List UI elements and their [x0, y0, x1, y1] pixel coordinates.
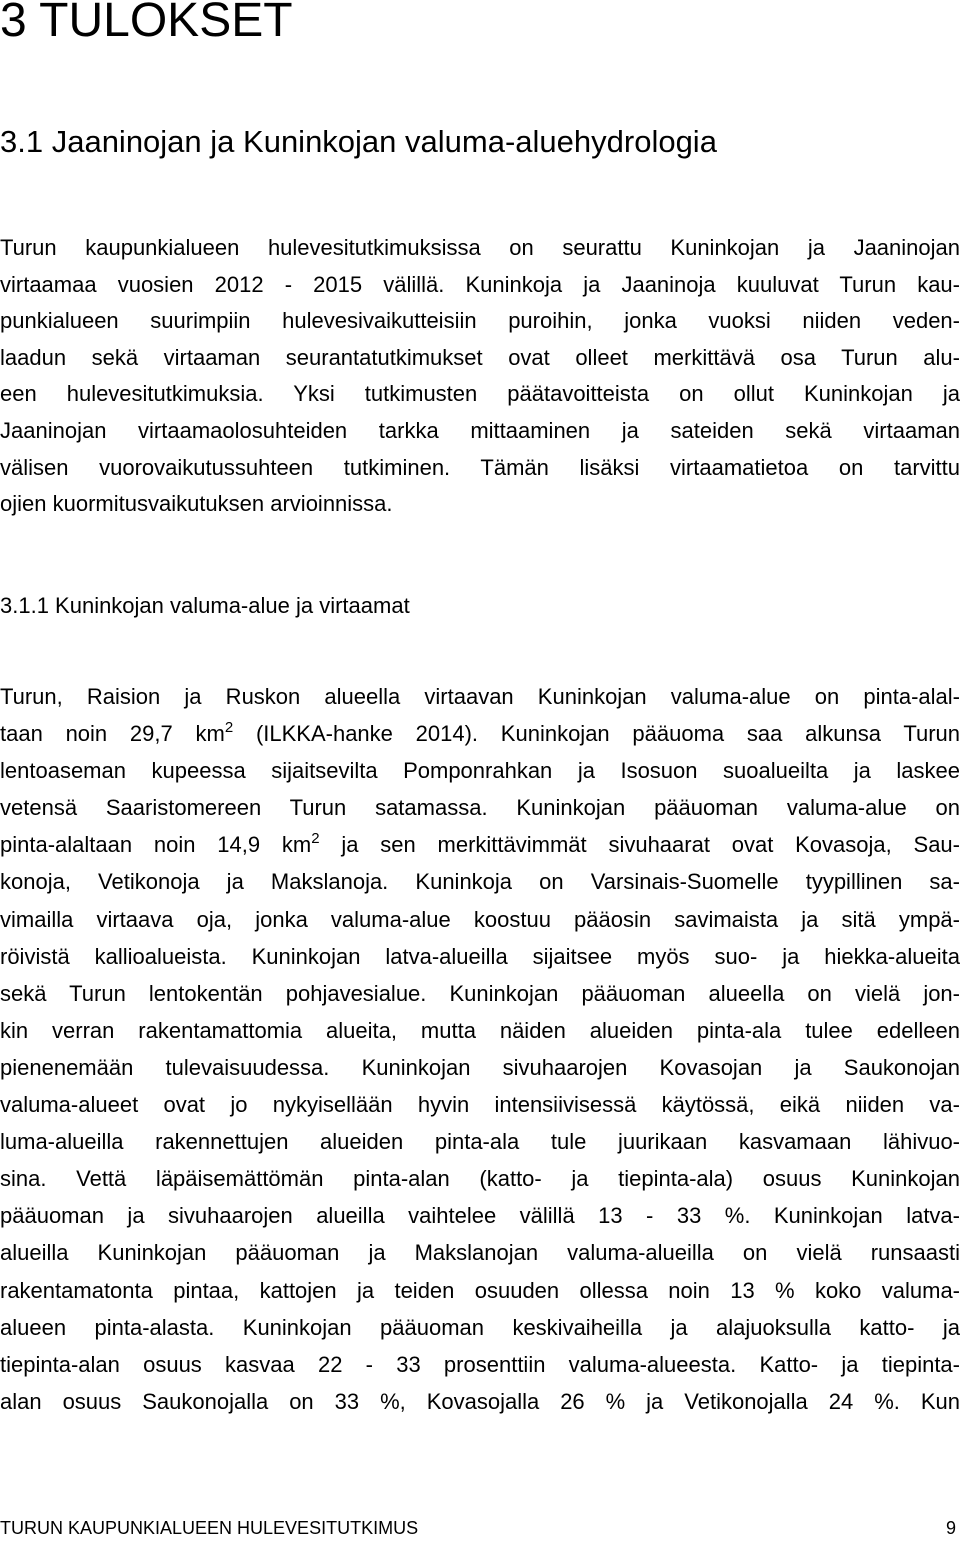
unit-superscript: 2 [311, 830, 320, 848]
paragraph-line [0, 826, 960, 863]
line-text: pinta-alaltaan noin 14,9 km [0, 832, 312, 858]
paragraph-line: vetensä Saaristomereen Turun satamassa. Kuninkojan pääuoman valuma-alue on [0, 795, 960, 821]
paragraph-line: konoja, Vetikonoja ja Makslanoja. Kuninkoja on Varsinais-Suomelle tyypillinen sa- [0, 869, 960, 895]
paragraph-line: tiepinta-alan osuus kasvaa 22 - 33 prosenttiin valuma-alueesta. Katto- ja tiepinta- [0, 1351, 960, 1377]
page-number: 9 [945, 1518, 956, 1538]
paragraph-line: een hulevesitutkimuksia. Yksi tutkimusten päätavoitteista on ollut Kuninkojan ja [0, 381, 960, 407]
paragraph-line: Jaaninojan virtaamaolosuhteiden tarkka mittaaminen ja sateiden sekä virtaaman [0, 417, 960, 443]
paragraph-line: alueilla Kuninkojan pääuoman ja Makslanojan valuma-alueilla on vielä runsaasti [0, 1240, 960, 1266]
line-text: ja sen merkittävimmät sivuhaarat ovat Kovasoja, Sau- [319, 832, 960, 858]
footer-title: TURUN KAUPUNKIALUEEN HULEVESITUTKIMUS [0, 1518, 419, 1538]
paragraph-line: kin verran rakentamattomia alueita, mutta näiden alueiden pinta-ala tulee edelleen [0, 1017, 960, 1043]
paragraph-line: välisen vuorovaikutussuhteen tutkiminen. Tämän lisäksi virtaamatietoa on tarvittu [0, 454, 960, 480]
paragraph-line: Turun kaupunkialueen hulevesitutkimuksissa on seurattu Kuninkojan ja Jaaninojan [0, 235, 960, 260]
paragraph-line: ojien kuormitusvaikutuksen arvioinnissa. [0, 491, 393, 517]
paragraph-line: pääuoman ja sivuhaarojen alueilla vaihtelee välillä 13 - 33 %. Kuninkojan latva- [0, 1203, 960, 1229]
paragraph-line: röivistä kallioalueista. Kuninkojan latva-alueilla sijaitsee myös suo- ja hiekka-alueita [0, 943, 960, 969]
paragraph-line: pienenemään tulevaisuudessa. Kuninkojan sivuhaarojen Kovasojan ja Saukonojan [0, 1054, 960, 1080]
paragraph-line: alan osuus Saukonojalla on 33 %, Kovasojalla 26 % ja Vetikonojalla 24 %. Kun [0, 1388, 960, 1414]
paragraph-line: virtaamaa vuosien 2012 - 2015 välillä. Kuninkoja ja Jaaninoja kuuluvat Turun kau- [0, 271, 960, 297]
intro-paragraph [0, 230, 960, 523]
subsection-heading: 3.1.1 Kuninkojan valuma-alue ja virtaamat [0, 593, 410, 618]
paragraph-line: alueen pinta-alasta. Kuninkojan pääuoman keskivaiheilla ja alajuoksulla katto- ja [0, 1314, 960, 1340]
paragraph-line: rakentamatonta pintaa, kattojen ja teiden osuuden ollessa noin 13 % koko valuma- [0, 1277, 960, 1303]
line-text: (ILKKA-hanke 2014). Kuninkojan pääuoma saa alkunsa Turun [233, 721, 960, 747]
paragraph-line: sina. Vettä läpäisemättömän pinta-alan (katto- ja tiepinta-ala) osuus Kuninkojan [0, 1166, 960, 1192]
line-text: taan noin 29,7 km [0, 721, 225, 747]
paragraph-line: vimailla virtaava oja, jonka valuma-alue koostuu pääosin savimaista ja sitä ympä- [0, 906, 960, 932]
paragraph-line: laadun sekä virtaaman seurantatutkimukset ovat olleet merkittävä osa Turun alu- [0, 344, 960, 370]
watershed-paragraph [0, 678, 960, 1420]
paragraph-line: punkialueen suurimpiin hulevesivaikutteisiin puroihin, jonka vuoksi niiden veden- [0, 308, 960, 334]
unit-superscript: 2 [224, 719, 234, 737]
paragraph-line: lentoaseman kupeessa sijaitsevilta Pomponrahkan ja Isosuon suoalueilta ja laskee [0, 758, 960, 784]
paragraph-line: luma-alueilla rakennettujen alueiden pinta-ala tule juurikaan kasvamaan lähivuo- [0, 1129, 960, 1155]
paragraph-line: Turun, Raision ja Ruskon alueella virtaavan Kuninkojan valuma-alue on pinta-alal- [0, 684, 960, 709]
chapter-heading: 3 TULOKSET [0, 0, 293, 47]
paragraph-line: sekä Turun lentokentän pohjavesialue. Kuninkojan pääuoman alueella on vielä jon- [0, 980, 960, 1006]
section-heading: 3.1 Jaaninojan ja Kuninkojan valuma-aluehydrologia [0, 124, 717, 159]
paragraph-line [0, 715, 960, 752]
paragraph-line: valuma-alueet ovat jo nykyisellään hyvin intensiivisessä käytössä, eikä niiden va- [0, 1092, 960, 1118]
